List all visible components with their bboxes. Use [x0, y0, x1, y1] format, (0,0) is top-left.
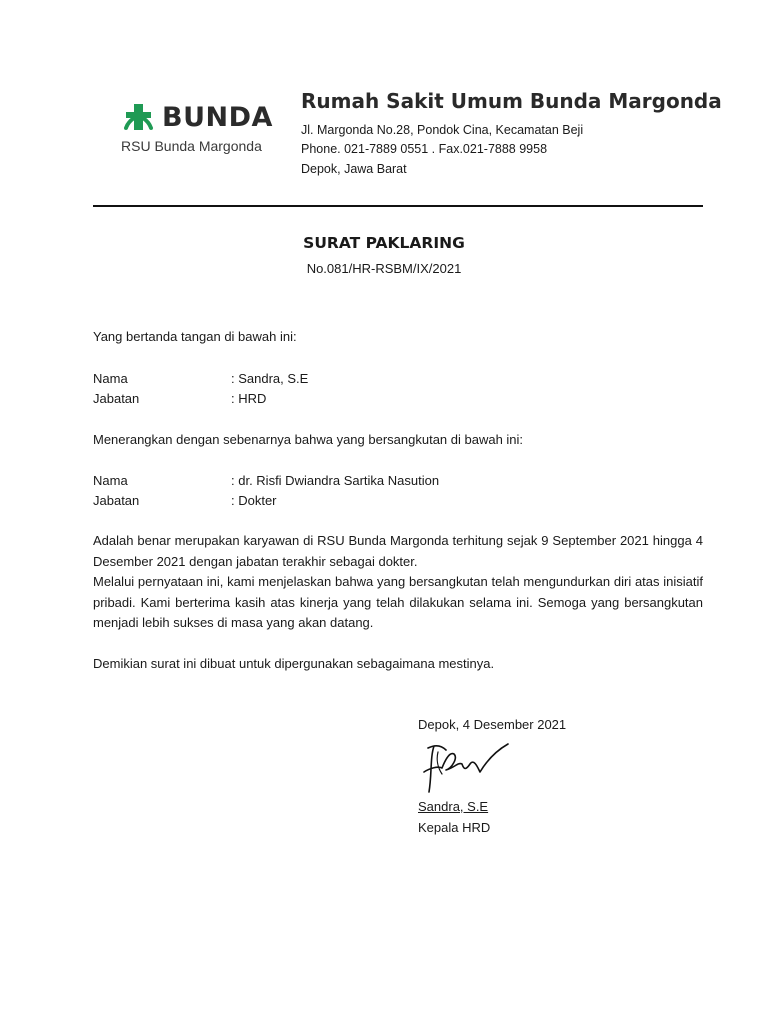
logo-subtitle: RSU Bunda Margonda [121, 138, 262, 154]
body-paragraph-resignation: Melalui pernyataan ini, kami menjelaskan bahwa yang bersangkutan telah mengundurkan diri atas inisiatif pribadi. Kami berterima kasih atas kinerja yang telah dilakukan selama ini. Semoga yang bersangkutan menjadi lebih sukses di masa yang akan datang. [93, 574, 703, 630]
medical-cross-icon [120, 100, 158, 134]
logo-wordmark: BUNDA [162, 102, 273, 133]
signer-name-value: : Sandra, S.E [231, 371, 309, 386]
signer-position-value: : HRD [231, 391, 267, 406]
signatory-name: Sandra, S.E [418, 799, 489, 814]
handwritten-signature [420, 738, 512, 796]
letter-body [93, 531, 703, 634]
signer-position-label: Jabatan [93, 391, 140, 406]
signer-name-label: Nama [93, 371, 128, 386]
opening-line: Yang bertanda tangan di bawah ini: [93, 329, 297, 344]
employee-position-label: Jabatan [93, 493, 140, 508]
place-date: Depok, 4 Desember 2021 [418, 717, 567, 732]
hospital-address: Jl. Margonda No.28, Pondok Cina, Kecamatan Beji [301, 123, 584, 137]
hospital-logo [120, 100, 280, 160]
employee-name-label: Nama [93, 473, 128, 488]
employee-position-value: : Dokter [231, 493, 277, 508]
closing-line: Demikian surat ini dibuat untuk dipergunakan sebagaimana mestinya. [93, 656, 495, 671]
statement-line: Menerangkan dengan sebenarnya bahwa yang bersangkutan di bawah ini: [93, 432, 524, 447]
hospital-city: Depok, Jawa Barat [301, 162, 407, 176]
hospital-name: Rumah Sakit Umum Bunda Margonda [301, 89, 722, 113]
letter-number: No.081/HR-RSBM/IX/2021 [306, 261, 462, 276]
body-paragraph-employment: Adalah benar merupakan karyawan di RSU Bunda Margonda terhitung sejak 9 September 2021 hingga 4 Desember 2021 dengan jabatan terakhir sebagai dokter. [93, 533, 703, 569]
hospital-phone: Phone. 021-7889 0551 . Fax.021-7888 9958 [301, 142, 548, 156]
header-divider [93, 205, 703, 207]
letter-title: SURAT PAKLARING [303, 234, 465, 252]
employee-name-value: : dr. Risfi Dwiandra Sartika Nasution [231, 473, 440, 488]
signatory-title: Kepala HRD [418, 820, 491, 835]
